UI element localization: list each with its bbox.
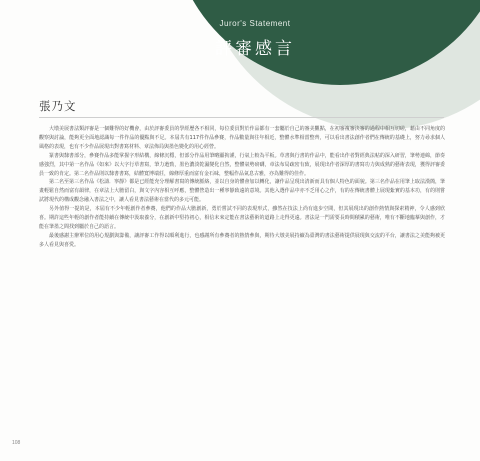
statement-paragraph: 篆書與隸書部分，參賽作品多能掌握字形結構，線條沉穩，但部分作品用筆略顯拘謹，行氣上較為平板。草書與行書的作品中，能看出作者對經典法帖的深入研習，筆勢連綿，節奏感強烈，其中第一名作品《如來》以大字行草書寫，筆力遒勁，墨色濃淡乾濕變化自然，整體氣勢磅礴，章法布局疏密有致，展現出作者深厚的書寫功力與成熟的藝術表現，獲得評審委員一致的肯定。第二名作品則以隸書書寫，結體寬博端莊，線條厚重而富有金石味，整幅作品氣息古雅，亦為難得的佳作。 <box>39 152 445 177</box>
section-title-english: Juror's Statement <box>219 19 291 28</box>
statement-paragraph: 另外值得一提的是，本屆有不少年輕創作者參賽，他們的作品大膽創新，勇於嘗試不同的表現形式，雖然在技法上尚有進步空間，但其展現出的創作熱情與探索精神，令人感到欣喜。期許這些年輕的創作者能持續在傳統中汲取養分，在創新中堅持初心，相信未來定能在書法藝術的道路上走得更遠。書法是一門需要長時間積累的藝術，唯有不斷地臨摹與創作，才能在筆墨之間找到屬於自己的語言。 <box>39 206 445 230</box>
statement-paragraph: 第二名至第三名作品《松濤．寧靜》都是已經能充分理解書寫的傳統脈絡，並以自身的體會加以轉化，讓作品呈現出清新而具有個人特色的面貌。第三名作品在用筆上取法漢簡，筆畫輕鬆自然而富有韻律，在章法上大膽留白，與文字內容相互呼應，整體營造出一種寧靜致遠的意境。其他入選作品中亦不乏用心之作，有的在傳統書體上展現紮實的基本功，有的則嘗試將現代的構成觀念融入書法之中，讓人看見書法藝術在當代的多元可能。 <box>39 179 445 204</box>
statement-paragraph: 大墩美展書法類評審是一個難得的好機會，由於評審委員的學經歷各不相同，每位委員對於作品都有一套屬於自己的審美觀點，在初審複審決審的過程中相互切磋，藉由不同角度的觀察與討論，能夠更全面地認識每一件作品的優點與不足。本屆共有117件作品參賽，作品數量與往年相近，整體水準相當整齊，可以看出書法創作者們在傳統的基礎上，努力尋求個人風格的表現，也有不少作品展現出對書寫材料、章法佈局與墨色變化的用心經營。 <box>39 126 445 150</box>
page-number: 108 <box>12 440 21 446</box>
statement-paragraph: 最後感謝主辦單位的用心規劃與籌備，讓評審工作得以順利進行，也感謝所有參賽者的熱情參與，期待大墩美展持續為臺灣的書法藝術提供展現與交流的平台，讓書法之美能夠被更多人看見與喜愛。 <box>39 232 445 248</box>
section-title-chinese: 評審感言 <box>215 39 295 59</box>
statement-body <box>39 125 445 250</box>
author-divider <box>39 117 444 118</box>
author-name: 張乃文 <box>39 99 77 113</box>
